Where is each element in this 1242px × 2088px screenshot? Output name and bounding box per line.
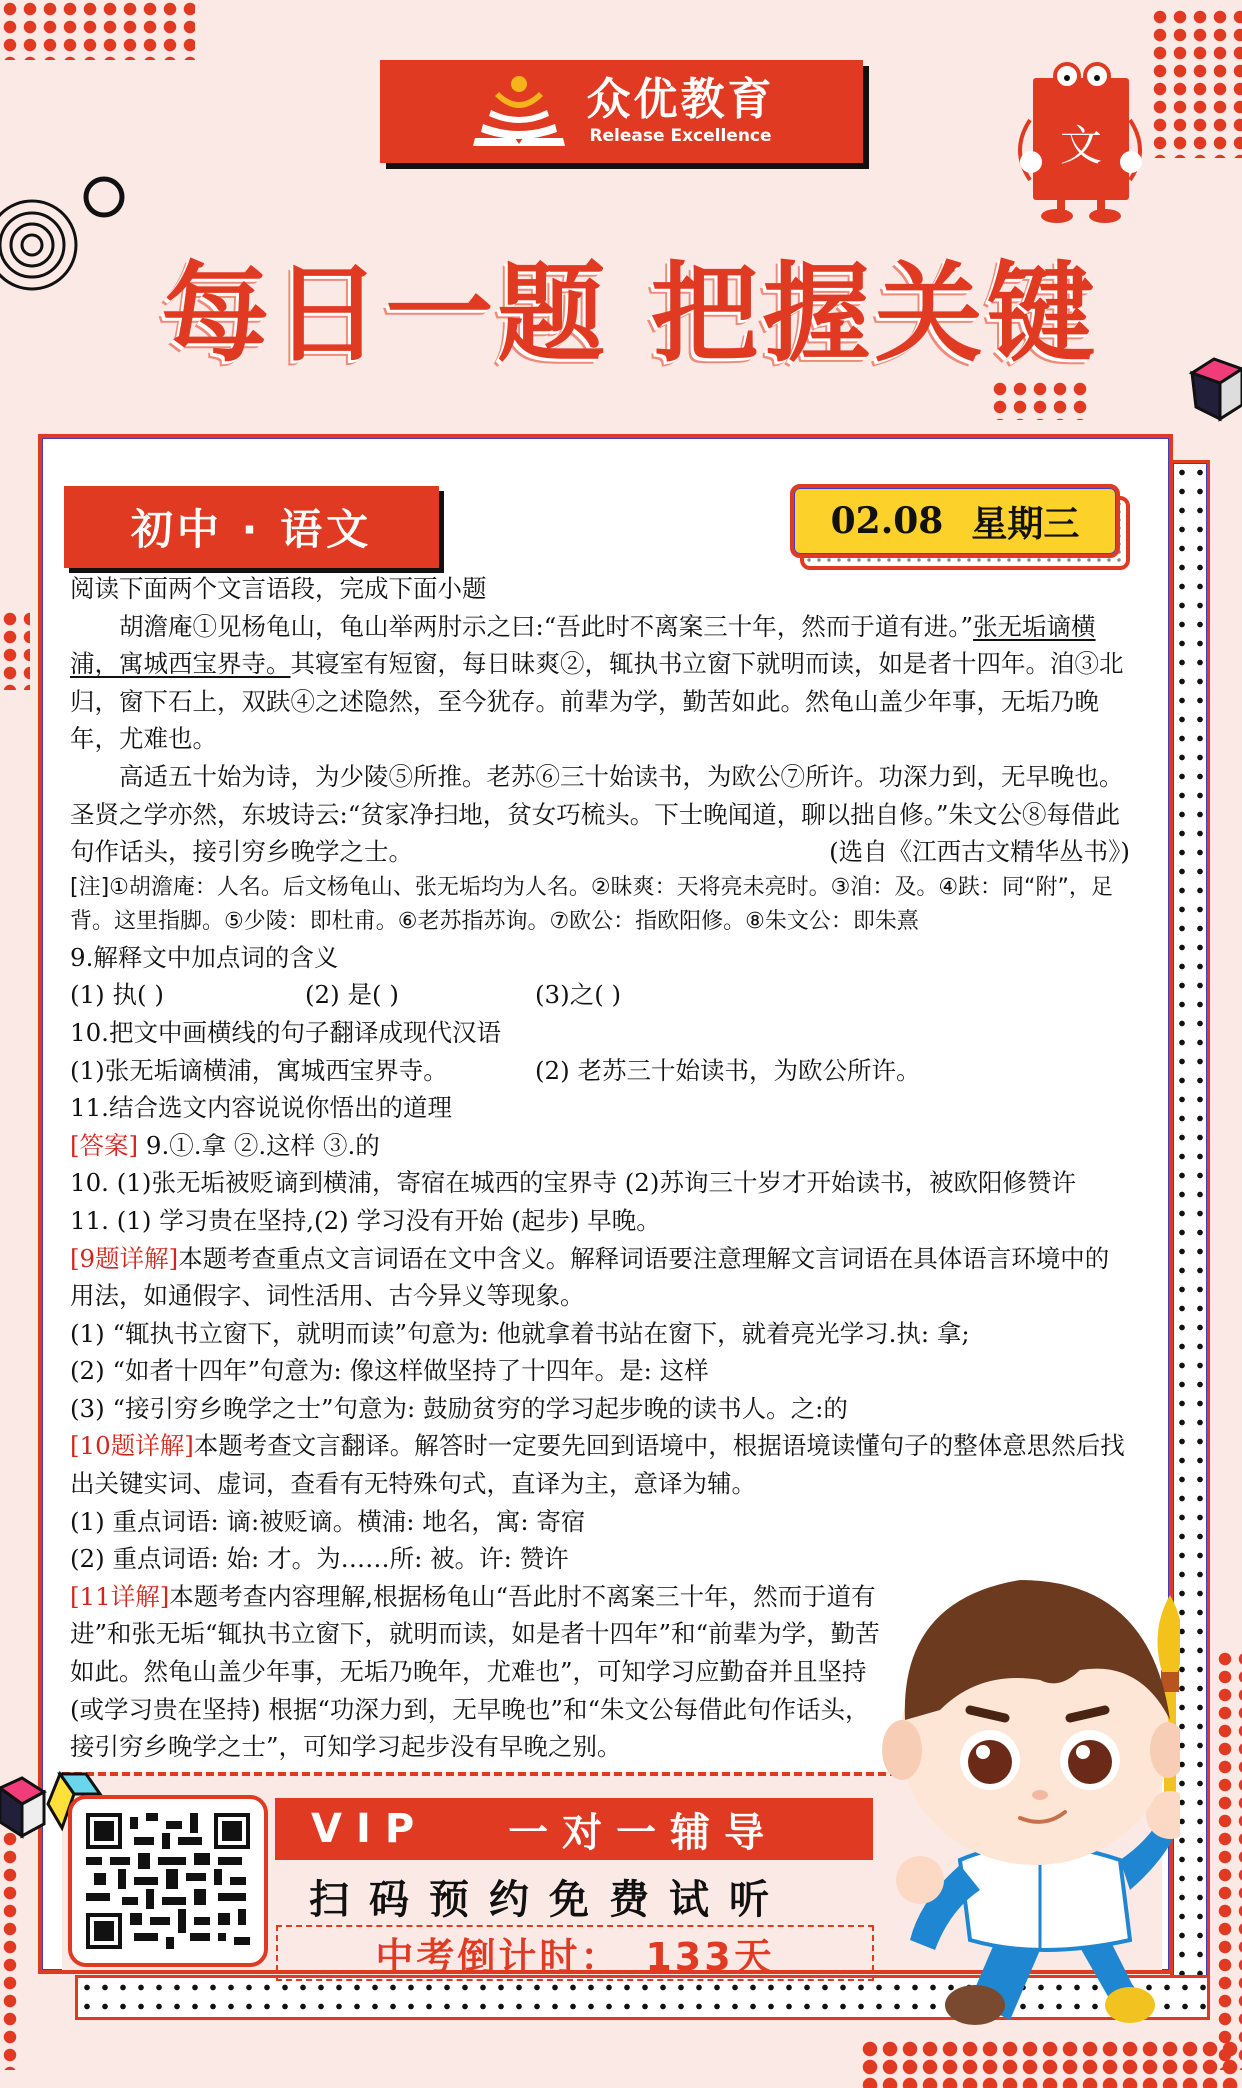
passage-paragraph-2: 高适五十始为诗，为少陵⑤所推。老苏⑥三十始读书，为欧公⑦所许。功深力到，无早晚也。圣贤之学亦然，东坡诗云:“贫家净扫地，贫女巧梳头。下士晚闻道，聊以拙自修。”朱文公⑧每借此句作话头，接引穷乡晚学之士。 (选自《江西古文精华丛书》) [70,758,1130,871]
question-9-title: 9.解释文中加点词的含义 [70,942,339,972]
logo-book-icon [469,72,569,152]
question-11-title: 11.结合选文内容说说你悟出的道理 [70,1093,452,1123]
decorative-dots-left-mid [0,610,30,690]
vip-banner [275,1798,873,1860]
explanation-9-item: (1) “辄执书立窗下，就明而读”句意为: 他就拿着书站在窗下，就着亮光学习.执: 拿; [70,1318,970,1348]
decorative-dots-bottom-right [860,2040,1242,2088]
qr-code[interactable] [68,1795,268,1967]
qr-code-icon [86,1813,250,1949]
explanation-9-item: (2) “如者十四年”句意为: 像这样做坚持了十四年。是: 这样 [70,1356,709,1386]
cube-icon [1188,355,1242,425]
concentric-circles-icon [0,170,130,300]
subject-tag: 初中 · 语文 [64,486,439,568]
vip-label: VIP [311,1806,429,1852]
student-mascot-icon [880,1560,1180,2030]
scan-to-book-text: 扫码预约免费试听 [309,1876,789,1923]
question-10-items: (1)张无垢谪横浦，寓城西宝界寺。 (2) 老苏三十始读书，为欧公所许。 [70,1055,921,1085]
instruction: 阅读下面两个文言语段，完成下面小题 [70,574,487,603]
page-title: 每日一题 把握关键 [161,252,1099,377]
brand-name-en: Release Excellence [589,125,772,146]
passage-source: (选自《江西古文精华丛书》) [829,837,1130,867]
countdown-value: 133天 [645,1934,775,1979]
answer-11: 11. (1) 学习贵在坚持,(2) 学习没有开始 (起步) 早晚。 [70,1205,661,1235]
decorative-dots-top-left [0,0,195,60]
passage-paragraph-1: 胡澹庵①见杨龟山，龟山举两肘示之曰:“吾此时不离案三十年，然而于道有进。”张无垢谪横浦，寓城西宝界寺。其寝室有短窗，每日昧爽②，辄执书立窗下就明而读，如是者十四年。洎③北归，窗下石上，双趺④之述隐然，至今犹存。前辈为学，勤苦如此。然龟山盖少年事，无垢乃晚年，尤难也。 [70,611,1124,754]
date-value: 02.08 [830,500,944,542]
weekday-value: 星期三 [971,502,1080,545]
explanation-10-label: [10题详解] [70,1431,194,1461]
subject-mascot-icon [1005,60,1155,225]
question-9-items: (1) 执( ) (2) 是( ) (3)之( ) [70,980,622,1010]
explanation-9-item: (3) “接引穷乡晚学之士”句意为: 鼓励贫穷的学习起步晚的读书人。之:的 [70,1393,848,1423]
explanation-10-item: (1) 重点词语: 谪:被贬谪。横浦: 地名，寓: 寄宿 [70,1506,586,1536]
explanation-10-item: (2) 重点词语: 始: 才。为……所: 被。许: 赞许 [70,1544,569,1574]
svg-text:文: 文 [1059,121,1103,170]
vip-service: 一对一辅导 [508,1809,779,1856]
question-10-title: 10.把文中画横线的句子翻译成现代汉语 [70,1017,501,1047]
decorative-dots-title-right [990,380,1090,420]
countdown-label: 中考倒计时： [375,1934,622,1979]
explanation-10: [10题详解]本题考查文言翻译。解答时一定要先回到语境中，根据语境读懂句子的整体意思然后找出关键实词、虚词，查看有无特殊句式，直译为主，意译为辅。 [70,1431,1125,1499]
answer-10: 10. (1)张无垢被贬谪到横浦，寄宿在城西的宝界寺 (2)苏询三十岁才开始读书，被欧阳修赞许 [70,1168,1076,1198]
passage-notes: [注]①胡澹庵：人名。后文杨龟山、张无垢均为人名。②昧爽：天将亮未亮时。③洎：及。④趺：同“附”，足背。这里指脚。⑤少陵：即杜甫。⑥老苏指苏询。⑦欧公：指欧阳修。⑧朱文公：即朱熹 [70,874,1113,934]
answer-9: [答案] 9.①.拿 ②.这样 ③.的 [70,1130,380,1160]
answer-label: [答案] [70,1130,139,1160]
exam-countdown [276,1925,874,1981]
explanation-11-label: [11详解] [70,1581,170,1611]
decorative-dots-right-mid [1215,1650,1242,2070]
brand-logo [380,60,863,163]
brand-name-cn: 众优教育 [586,73,775,125]
underlined-sentence: 张无垢谪横浦，寓城西宝界寺。 [70,611,1096,679]
explanation-9: [9题详解]本题考查重点文言词语在文中含义。解释词语要注意理解文言词语在具体语言环境中的用法，如通假字、词性活用、古今异义等现象。 [70,1243,1110,1311]
explanation-9-label: [9题详解] [70,1243,179,1273]
explanation-11: [11详解]本题考查内容理解,根据杨龟山“吾此肘不离案三十年，然而于道有进”和张无垢“辄执书立窗下，就明而读，如是者十四年”和“前辈为学，勤苦如此。然龟山盖少年事，无垢乃晚年，尤难也”，可知学习应勤奋并且坚持 (或学习贵在坚持) 根据“功深力到，无早晚也”和“朱文公每借此句作话头，接引穷乡晚学之士”，可知学习起步没有早晚之别。 [70,1581,880,1762]
decorative-dots-top-right [1150,8,1242,158]
decorative-dots-left-bottom [0,1830,20,2070]
date-tag [790,484,1120,558]
